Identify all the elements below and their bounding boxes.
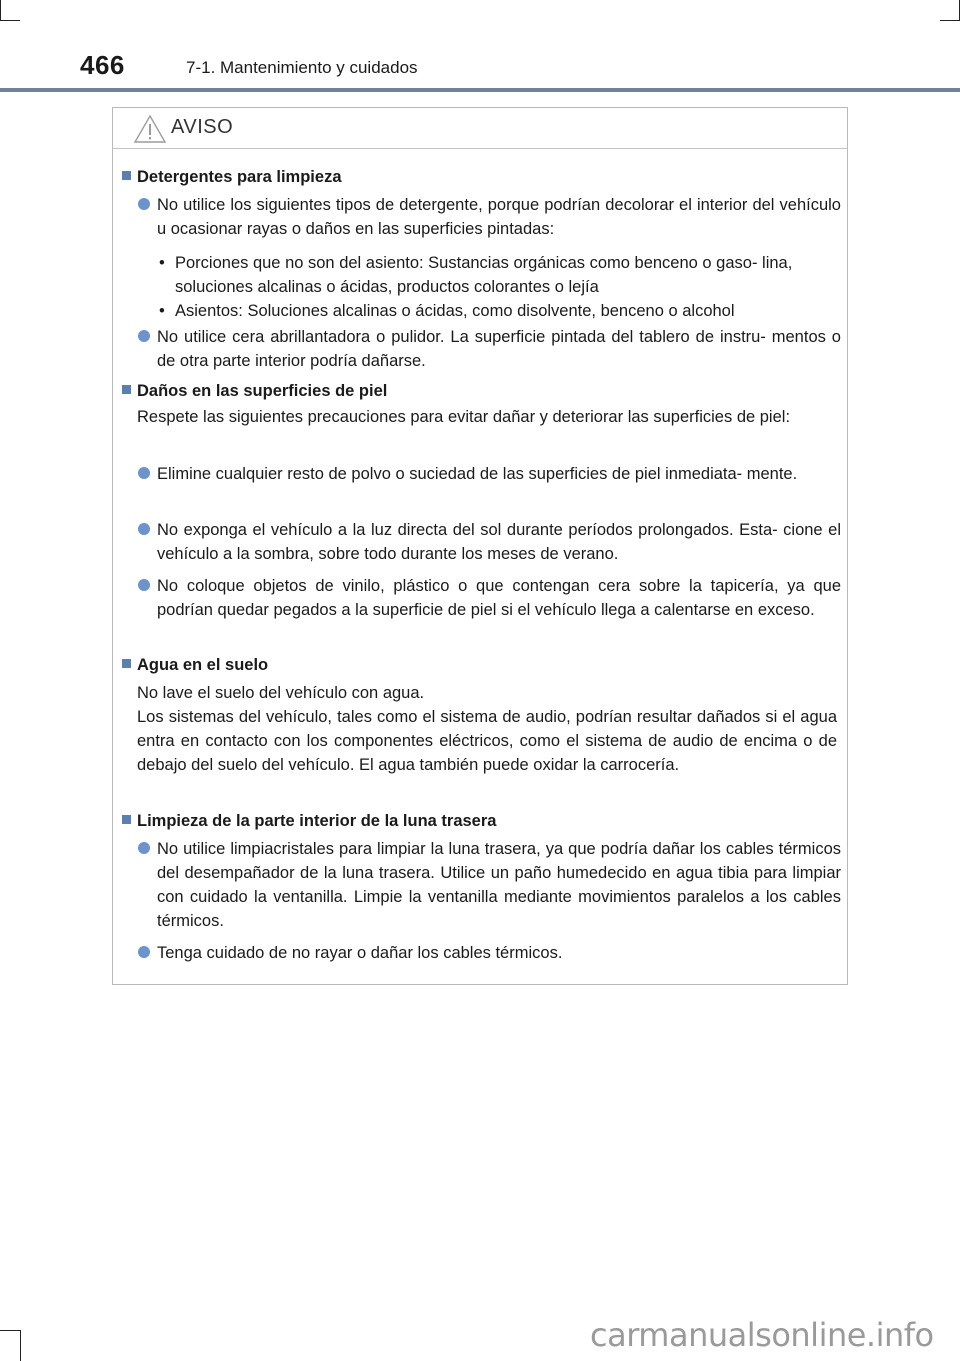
list-item-text: Elimine cualquier resto de polvo o suciedad de las superficies de piel inmediata- mente. (157, 465, 798, 483)
list-item-text: No utilice cera abrillantadora o pulidor. La superficie pintada del tablero de instru- mentos o de otra parte interior podría dañarse. (157, 328, 841, 370)
square-bullet-icon (122, 815, 131, 824)
square-bullet-icon (122, 171, 131, 180)
list-item-text: Tenga cuidado de no rayar o dañar los cables térmicos. (157, 944, 563, 962)
section-heading-text: Limpieza de la parte interior de la luna trasera (137, 812, 497, 830)
list-item (157, 193, 841, 241)
list-item-text: No utilice limpiacristales para limpiar la luna trasera, ya que podría dañar los cables térmicos del desempañador de la luna trasera. Utilice un paño humedecido en agua tibia para limpiar con cuidado la ventanilla. Limpie la ventanilla mediante movimientos paralelos a los cables térmicos. (157, 840, 841, 930)
sub-list-item (159, 299, 835, 323)
warning-box (112, 107, 848, 985)
warning-label: AVISO (171, 116, 234, 138)
sub-bullet-icon: • (159, 302, 165, 320)
square-bullet-icon (122, 385, 131, 394)
list-item (157, 574, 841, 622)
section-heading (137, 655, 268, 675)
page-number: 466 (80, 50, 125, 80)
sub-list-item-text: Porciones que no son del asiento: Sustancias orgánicas como benceno o gaso- lina, soluciones alcalinas o ácidas, productos colorantes o lejía (175, 254, 793, 296)
list-item-text: No exponga el vehículo a la luz directa del sol durante períodos prolongados. Esta- cione el vehículo a la sombra, sobre todo durante los meses de verano. (157, 521, 841, 563)
paragraph: Los sistemas del vehículo, tales como el sistema de audio, podrían resultar dañados si el agua entra en contacto con los componentes eléctricos, como el sistema de audio de encima o de debajo del suelo del vehículo. El agua también puede oxidar la carrocería. (137, 708, 837, 774)
list-item (157, 941, 841, 965)
section-heading-text: Detergentes para limpieza (137, 168, 342, 186)
list-item (157, 462, 841, 486)
sub-list-item (159, 251, 835, 299)
section-title: 7-1. Mantenimiento y cuidados (186, 58, 418, 77)
round-bullet-icon (138, 523, 150, 535)
round-bullet-icon (138, 842, 150, 854)
list-item-text: No coloque objetos de vinilo, plástico o que contengan cera sobre la tapicería, ya que podrían quedar pegados a la superficie de piel si el vehículo llega a calentarse en exceso. (157, 577, 841, 619)
section-heading-text: Daños en las superficies de piel (137, 382, 388, 400)
paragraph: Respete las siguientes precauciones para evitar dañar y deteriorar las superficies de piel: (137, 408, 791, 426)
paragraph: No lave el suelo del vehículo con agua. (137, 684, 425, 702)
round-bullet-icon (138, 946, 150, 958)
list-item (157, 837, 841, 933)
list-item-text: No utilice los siguientes tipos de detergente, porque podrían decolorar el interior del vehículo u ocasionar rayas o daños en las superficies pintadas: (157, 196, 841, 238)
sub-bullet-icon: • (159, 254, 165, 272)
square-bullet-icon (122, 659, 131, 668)
page-header (0, 0, 960, 92)
section-heading (137, 381, 387, 401)
sub-list-item-text: Asientos: Soluciones alcalinas o ácidas, como disolvente, benceno o alcohol (175, 302, 735, 320)
round-bullet-icon (138, 198, 150, 210)
round-bullet-icon (138, 579, 150, 591)
list-item (157, 325, 841, 373)
crop-mark (20, 1330, 21, 1361)
crop-mark (0, 1330, 20, 1331)
section-heading (137, 167, 342, 187)
list-item (157, 518, 841, 566)
section-heading (137, 811, 496, 831)
watermark: carmanualsonline.info (590, 1316, 934, 1354)
round-bullet-icon (138, 330, 150, 342)
warning-triangle-icon (133, 114, 167, 144)
round-bullet-icon (138, 467, 150, 479)
warning-header (113, 108, 847, 149)
header-rule (0, 88, 960, 92)
section-heading-text: Agua en el suelo (137, 656, 269, 674)
